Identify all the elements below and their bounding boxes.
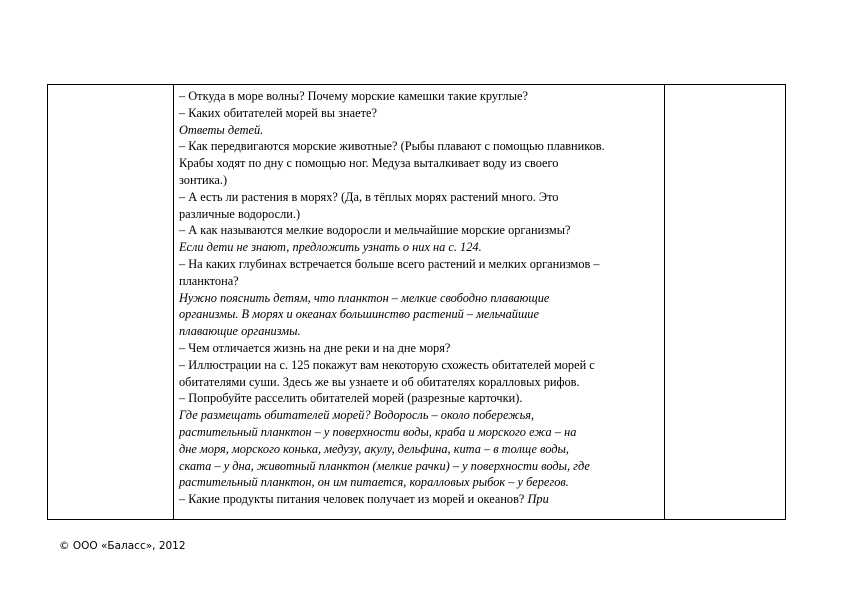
text-line: ската – у дна, животный планктон (мелкие рачки) – у поверхности воды, где <box>179 458 590 473</box>
text-line: дне моря, морского конька, медузу, акулу, дельфина, кита – в толще воды, <box>179 441 569 456</box>
text-line: – А как называются мелкие водоросли и мельчайшие морские организмы? <box>179 223 571 238</box>
text-line: плавающие организмы. <box>179 324 301 339</box>
text-line: планктона? <box>179 273 239 288</box>
text-line: растительный планктон, он им питается, коралловых рыбок – у берегов. <box>179 475 569 490</box>
text-line: Нужно пояснить детям, что планктон – мелкие свободно плавающие <box>179 290 550 305</box>
text-line: – Иллюстрации на с. 125 покажут вам некоторую схожесть обитателей морей с <box>179 357 595 372</box>
copyright-footer: © ООО «Баласс», 2012 <box>59 540 186 552</box>
text-line: организмы. В морях и океанах большинство растений – мельчайшие <box>179 307 539 322</box>
text-line: Крабы ходят по дну с помощью ног. Медуза выталкивает воду из своего <box>179 156 559 171</box>
text-line <box>179 491 661 508</box>
text-line: – На каких глубинах встречается больше всего растений и мелких организмов – <box>179 256 600 271</box>
text-line: – Откуда в море волны? Почему морские камешки такие круглые? <box>179 89 528 103</box>
column-divider <box>664 85 665 519</box>
text-line: обитателями суши. Здесь же вы узнаете и об обитателях коралловых рифов. <box>179 374 580 389</box>
text-line: различные водоросли.) <box>179 206 301 221</box>
column-divider <box>173 85 174 519</box>
text-line-normal: – Какие продукты питания человек получает из морей и океанов? <box>179 492 528 507</box>
lesson-table <box>47 84 786 520</box>
lesson-content-cell <box>179 88 661 508</box>
text-line: – Попробуйте расселить обитателей морей (разрезные карточки). <box>179 391 523 406</box>
text-line: Ответы детей. <box>179 122 264 137</box>
text-line: – А есть ли растения в морях? (Да, в тёплых морях растений много. Это <box>179 189 559 204</box>
text-line: Если дети не знают, предложить узнать о них на с. 124. <box>179 240 482 255</box>
text-line: – Чем отличается жизнь на дне реки и на дне моря? <box>179 340 451 355</box>
text-line: Где размещать обитателей морей? Водоросль – около побережья, <box>179 408 535 423</box>
text-line-italic: При <box>527 492 549 507</box>
text-line: – Как передвигаются морские животные? (Рыбы плавают с помощью плавников. <box>179 139 605 154</box>
text-line: – Каких обитателей морей вы знаете? <box>179 105 377 120</box>
text-line: растительный планктон – у поверхности воды, краба и морского ежа – на <box>179 424 577 439</box>
text-line: зонтика.) <box>179 172 228 187</box>
